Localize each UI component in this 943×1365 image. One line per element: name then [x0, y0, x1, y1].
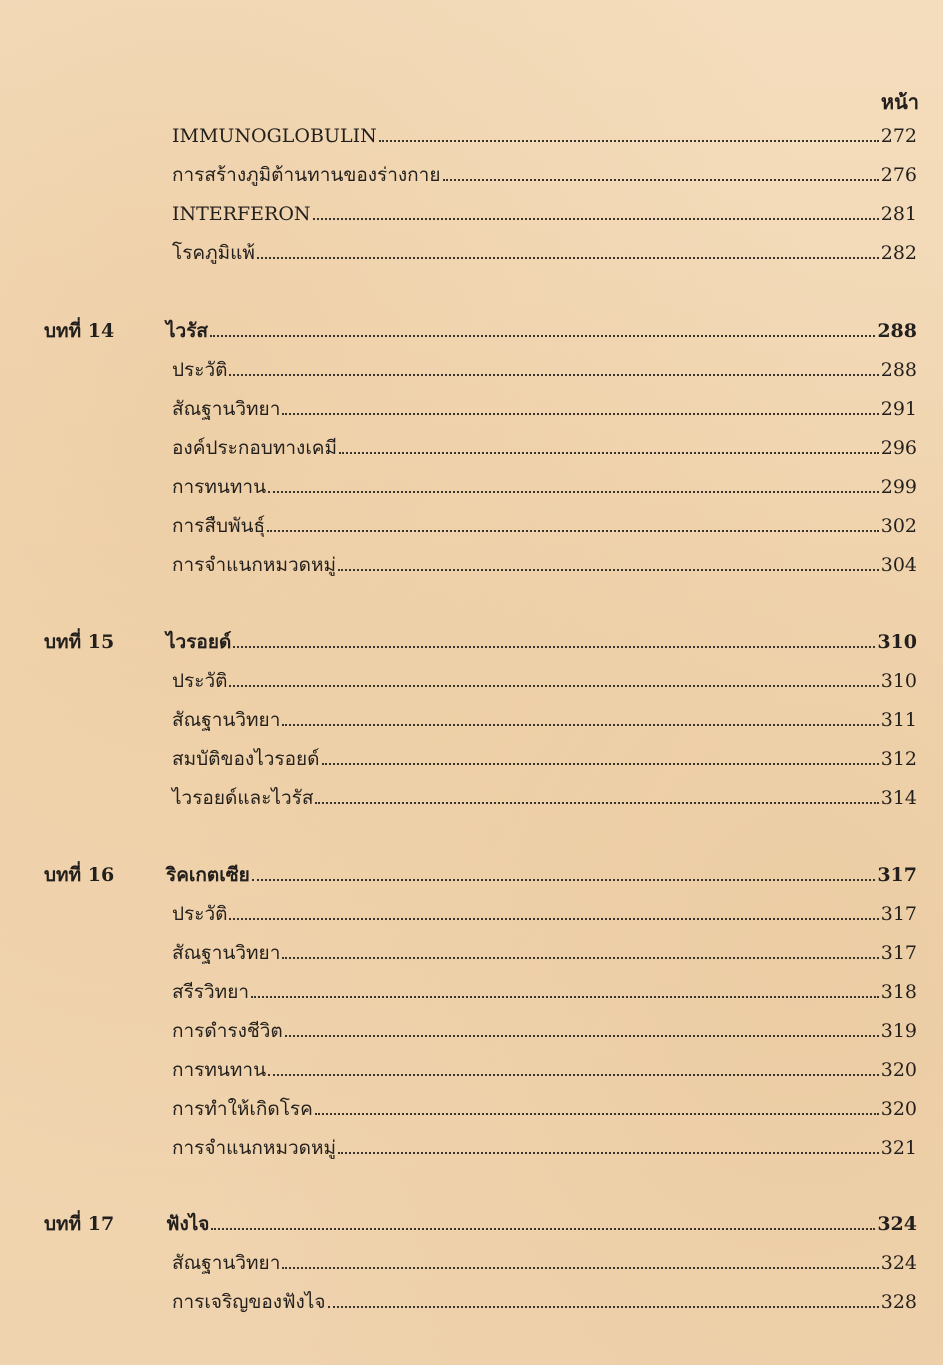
chapter-page: 310	[877, 631, 917, 653]
toc-entry-page: 288	[880, 359, 917, 381]
dot-leader	[251, 996, 879, 998]
toc-chapter-heading	[44, 316, 917, 342]
toc-entry-title: ประวัติ	[172, 359, 228, 381]
toc-entry	[172, 1287, 917, 1313]
toc-entry-page: 321	[880, 1137, 917, 1159]
toc-entry	[172, 511, 917, 537]
toc-entry	[172, 899, 917, 925]
dot-leader	[233, 646, 875, 648]
dot-leader	[257, 257, 879, 259]
toc-entry-page: 302	[880, 515, 917, 537]
toc-entry-page: 318	[880, 981, 917, 1003]
toc-entry-title: การดำรงชีวิต	[172, 1020, 283, 1042]
toc-entry	[172, 1055, 917, 1081]
toc-entry	[172, 705, 917, 731]
dot-leader	[322, 763, 879, 765]
dot-leader	[211, 1228, 875, 1230]
toc-entry	[172, 938, 917, 964]
chapter-title: ไวรอยด์	[166, 631, 232, 653]
dot-leader	[315, 1113, 879, 1115]
dot-leader	[315, 802, 878, 804]
toc-entry-title: ไวรอยด์และไวรัส	[172, 787, 314, 809]
dot-leader	[210, 335, 875, 337]
toc-chapter-heading	[44, 1209, 917, 1235]
toc-entry-title: INTERFERON	[172, 203, 311, 225]
toc-entry-title: สัณฐานวิทยา	[172, 942, 281, 964]
toc-entry-title: IMMUNOGLOBULIN	[172, 125, 377, 147]
toc-entry-title: โรคภูมิแพ้	[172, 242, 255, 264]
toc-entry	[172, 744, 917, 770]
chapter-number: บทที่ 16	[44, 864, 115, 886]
chapter-page: 324	[877, 1213, 917, 1235]
toc-chapter-heading	[44, 860, 917, 886]
toc-entry-title: การสร้างภูมิต้านทานของร่างกาย	[172, 164, 441, 186]
toc-entry	[172, 977, 917, 1003]
dot-leader	[338, 569, 879, 571]
toc-entry	[172, 472, 917, 498]
chapter-page: 288	[877, 320, 917, 342]
dot-leader	[328, 1306, 879, 1308]
dot-leader	[282, 724, 878, 726]
toc-entry-title: สมบัติของไวรอยด์	[172, 748, 320, 770]
toc-entry-title: ประวัติ	[172, 670, 228, 692]
toc-entry	[172, 666, 917, 692]
toc-entry-page: 312	[880, 748, 917, 770]
toc-entry-title: สัณฐานวิทยา	[172, 709, 281, 731]
toc-entry-title: องค์ประกอบทางเคมี	[172, 437, 338, 459]
toc-entry-title: สัณฐานวิทยา	[172, 398, 281, 420]
toc-entry	[172, 550, 917, 576]
toc-entry-page: 291	[880, 398, 917, 420]
dot-leader	[338, 1152, 879, 1154]
dot-leader	[285, 1035, 879, 1037]
dot-leader	[282, 413, 878, 415]
toc-entry-page: 320	[880, 1059, 917, 1081]
toc-entry-page: 296	[880, 437, 917, 459]
dot-leader	[267, 530, 879, 532]
toc-entry	[172, 783, 917, 809]
toc-entry-page: 282	[880, 242, 917, 264]
toc-entry-title: การสืบพันธุ์	[172, 515, 266, 537]
dot-leader	[313, 218, 879, 220]
toc-entry-page: 319	[880, 1020, 917, 1042]
toc-entry	[172, 433, 917, 459]
toc-entry-title: ประวัติ	[172, 903, 228, 925]
toc-entry	[172, 394, 917, 420]
toc-entry-page: 299	[880, 476, 917, 498]
chapter-number: บทที่ 15	[44, 631, 115, 653]
toc-entry-title: สัณฐานวิทยา	[172, 1252, 281, 1274]
chapter-title: ไวรัส	[166, 320, 209, 342]
toc-entry	[172, 355, 917, 381]
toc-entry	[172, 1016, 917, 1042]
dot-leader	[282, 957, 878, 959]
toc-entry-title: การทำให้เกิดโรค	[172, 1098, 313, 1120]
toc-entry	[172, 1094, 917, 1120]
chapter-page: 317	[877, 864, 917, 886]
toc-entry-page: 317	[880, 903, 917, 925]
toc-entry-title: การจำแนกหมวดหมู่	[172, 1137, 337, 1159]
toc-entry-page: 320	[880, 1098, 917, 1120]
toc-chapter-heading	[44, 627, 917, 653]
chapter-title: ฟังไจ	[166, 1213, 210, 1235]
chapter-number: บทที่ 17	[44, 1213, 115, 1235]
toc-entry-page: 311	[880, 709, 917, 731]
dot-leader	[268, 491, 879, 493]
toc-entry-page: 317	[880, 942, 917, 964]
dot-leader	[252, 879, 876, 881]
dot-leader	[229, 374, 878, 376]
toc-entry-title: การทนทาน	[172, 1059, 267, 1081]
chapter-title: ริคเกตเซีย	[166, 864, 250, 886]
toc-entry	[172, 238, 917, 264]
dot-leader	[229, 918, 878, 920]
toc-entry-page: 281	[880, 203, 917, 225]
toc-entry-title: สรีรวิทยา	[172, 981, 250, 1003]
dot-leader	[379, 140, 879, 142]
toc-entry-page: 276	[880, 164, 917, 186]
chapter-number: บทที่ 14	[44, 320, 115, 342]
toc-entry-page: 310	[880, 670, 917, 692]
toc-entry	[172, 160, 917, 186]
toc-entry-title: การจำแนกหมวดหมู่	[172, 554, 337, 576]
page-column-heading: หน้า	[880, 90, 919, 114]
dot-leader	[282, 1267, 878, 1269]
toc-entry-page: 328	[880, 1291, 917, 1313]
toc-entry-title: การทนทาน	[172, 476, 267, 498]
toc-entry-page: 304	[880, 554, 917, 576]
toc-entry	[172, 1248, 917, 1274]
toc-entry-page: 324	[880, 1252, 917, 1274]
dot-leader	[229, 685, 878, 687]
dot-leader	[339, 452, 879, 454]
toc-entry-title: การเจริญของฟังไจ	[172, 1291, 326, 1313]
toc-entry	[172, 121, 917, 147]
dot-leader	[443, 179, 879, 181]
toc-entry	[172, 199, 917, 225]
toc-entry	[172, 1133, 917, 1159]
toc-entry-page: 272	[880, 125, 917, 147]
toc-entry-page: 314	[880, 787, 917, 809]
dot-leader	[268, 1074, 879, 1076]
